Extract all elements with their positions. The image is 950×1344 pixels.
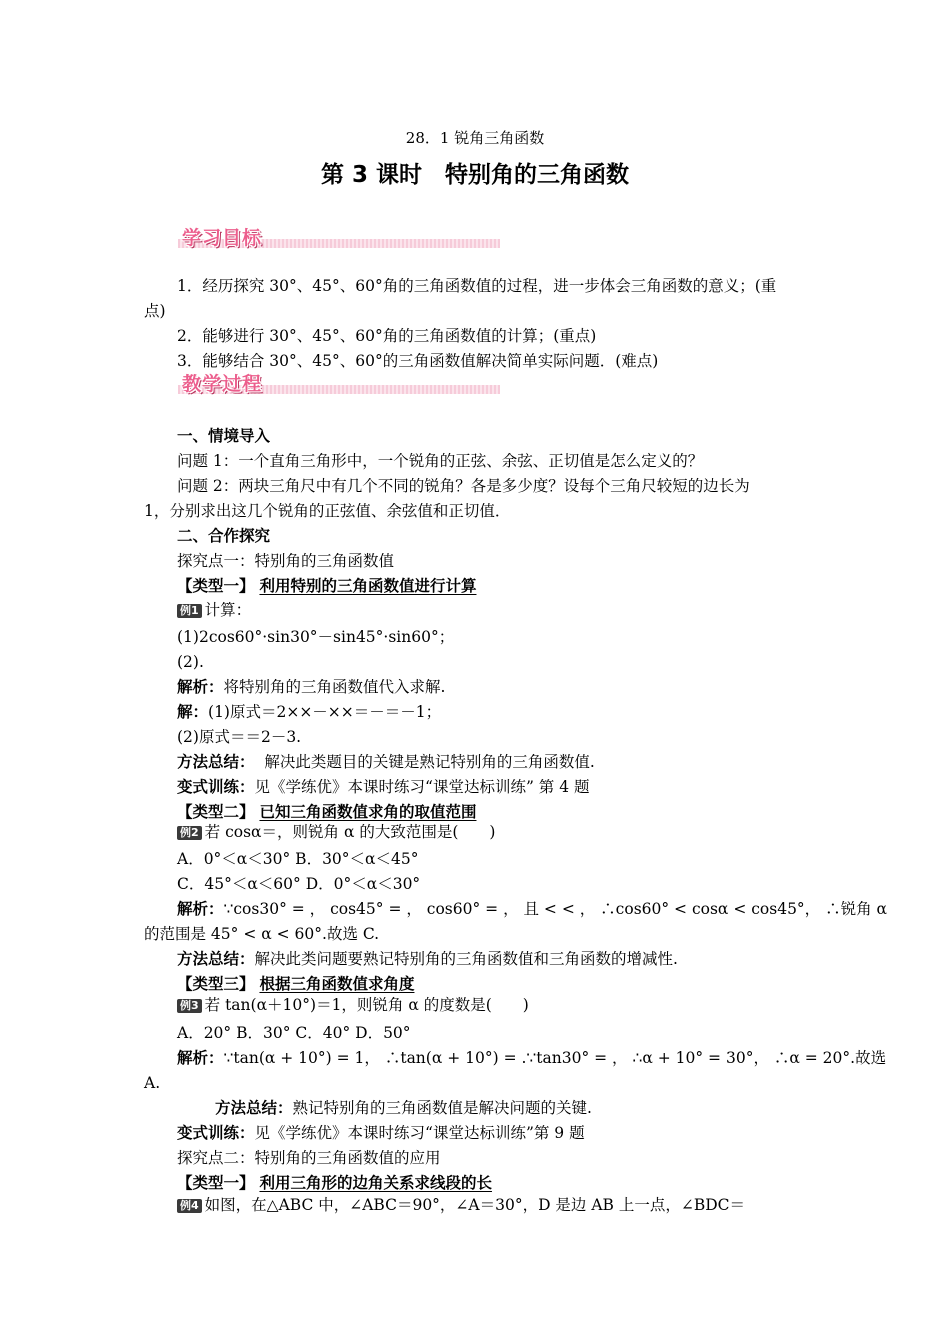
process-banner-label: 教学过程	[182, 373, 263, 395]
type-3-heading	[177, 974, 414, 994]
example-1-practice	[177, 777, 590, 797]
example-2-analysis-cont: 的范围是 45° < α < 60°.故选 C.	[144, 925, 380, 943]
analysis-label: 解析：	[177, 899, 224, 918]
example-1-solution	[177, 702, 441, 722]
example-tag: 例1	[177, 604, 202, 618]
type-2-heading	[177, 802, 476, 822]
goal-1-cont: 点)	[144, 302, 166, 320]
type-4-heading	[177, 1173, 492, 1193]
type-label: 【类型一】	[177, 576, 255, 595]
example-2-method	[177, 949, 678, 969]
method-text: 解决此类题目的关键是熟记特别角的三角函数值.	[254, 753, 595, 771]
practice-text: 见《学练优》本课时练习“课堂达标训练”第 9 题	[254, 1124, 585, 1142]
section-heading: 28．1 锐角三角函数	[405, 129, 545, 147]
method-text: 解决此类问题要熟记特别角的三角函数值和三角函数的增减性.	[254, 950, 678, 968]
type-1-heading	[177, 576, 476, 596]
goal-2: 2．能够进行 30°、45°、60°角的三角函数值的计算；(重点)	[177, 327, 597, 345]
explore-point-2: 探究点二：特别角的三角函数值的应用	[177, 1149, 441, 1167]
example-1-text: 计算：	[204, 601, 252, 619]
example-1	[177, 600, 251, 620]
explore-point-1: 探究点一：特别角的三角函数值	[177, 552, 395, 570]
type-title: 利用三角形的边角关系求线段的长	[259, 1173, 492, 1192]
analysis-text: ∵cos30° = ， cos45° = ， cos60° = ， 且 < < ， ∴cos60° < cosα < cos45°， ∴锐角 α	[223, 900, 888, 918]
page-title: 第 3 课时 特别角的三角函数	[320, 162, 630, 188]
method-text: 熟记特别角的三角函数值是解决问题的关键.	[292, 1099, 592, 1117]
example-2	[177, 822, 495, 842]
type-title: 利用特别的三角函数值进行计算	[259, 576, 477, 595]
solution-text: (1)原式＝2××－××＝－＝－1；	[208, 703, 442, 721]
example-3-practice	[177, 1123, 585, 1143]
analysis-text: ∵tan(α + 10°) = 1， ∴tan(α + 10°) = .∵tan30° = ， ∴α + 10° = 30°， ∴α = 20°.故选	[223, 1049, 887, 1067]
analysis-label: 解析：	[177, 1048, 224, 1067]
practice-label: 变式训练：	[177, 1123, 255, 1142]
question-2: 问题 2：两块三角尺中有几个不同的锐角？各是多少度？设每个三角尺较短的边长为	[177, 477, 750, 495]
example-2-text: 若 cosα＝，则锐角 α 的大致范围是( )	[204, 823, 496, 841]
example-2-analysis	[177, 899, 887, 919]
method-label: 方法总结：	[177, 949, 255, 968]
example-2-options-cd: C．45°＜α＜60° D．0°＜α＜30°	[177, 875, 421, 893]
solution-label: 解：	[177, 702, 209, 721]
method-label: 方法总结：	[177, 752, 255, 771]
practice-label: 变式训练：	[177, 777, 255, 796]
goals-banner	[178, 225, 500, 255]
example-1-part-2: (2).	[177, 653, 204, 671]
type-title: 根据三角函数值求角度	[259, 974, 415, 993]
analysis-text: 将特别角的三角函数值代入求解.	[223, 678, 446, 696]
example-3-text: 若 tan(α＋10°)＝1，则锐角 α 的度数是( )	[204, 996, 529, 1014]
example-1-method	[177, 752, 595, 772]
example-3-analysis	[177, 1048, 886, 1068]
example-2-options-ab: A．0°＜α＜30° B．30°＜α＜45°	[177, 850, 419, 868]
example-tag: 例2	[177, 826, 202, 840]
process-banner	[178, 371, 500, 401]
goal-1: 1．经历探究 30°、45°、60°角的三角函数值的过程，进一步体会三角函数的意义；(重	[177, 277, 777, 295]
example-3-method	[215, 1098, 592, 1118]
example-4	[177, 1195, 745, 1215]
intro-heading: 一、情境导入	[177, 426, 271, 445]
example-tag: 例3	[177, 999, 202, 1013]
practice-text: 见《学练优》本课时练习“课堂达标训练” 第 4 题	[254, 778, 590, 796]
analysis-label: 解析：	[177, 677, 224, 696]
question-1: 问题 1：一个直角三角形中，一个锐角的正弦、余弦、正切值是怎么定义的？	[177, 452, 704, 470]
example-1-part-1: (1)2cos60°·sin30°－sin45°·sin60°；	[177, 628, 455, 646]
goals-banner-label: 学习目标	[182, 227, 263, 249]
example-1-solution-2: (2)原式＝＝2－3.	[177, 728, 302, 746]
example-1-analysis	[177, 677, 445, 697]
example-3-analysis-cont: A.	[144, 1074, 161, 1092]
example-3	[177, 995, 529, 1015]
explore-heading: 二、合作探究	[177, 526, 271, 545]
type-label: 【类型一】	[177, 1173, 255, 1192]
example-3-options: A．20° B．30° C．40° D．50°	[177, 1024, 411, 1042]
type-title: 已知三角函数值求角的取值范围	[259, 802, 477, 821]
goal-3: 3．能够结合 30°、45°、60°的三角函数值解决简单实际问题．(难点)	[177, 352, 659, 370]
question-2-cont: 1，分别求出这几个锐角的正弦值、余弦值和正切值．	[144, 502, 511, 520]
example-4-text: 如图，在△ABC 中，∠ABC＝90°，∠A＝30°，D 是边 AB 上一点，∠BDC＝	[204, 1196, 746, 1214]
type-label: 【类型三】	[177, 974, 255, 993]
example-tag: 例4	[177, 1199, 202, 1213]
method-label: 方法总结：	[215, 1098, 293, 1117]
type-label: 【类型二】	[177, 802, 255, 821]
